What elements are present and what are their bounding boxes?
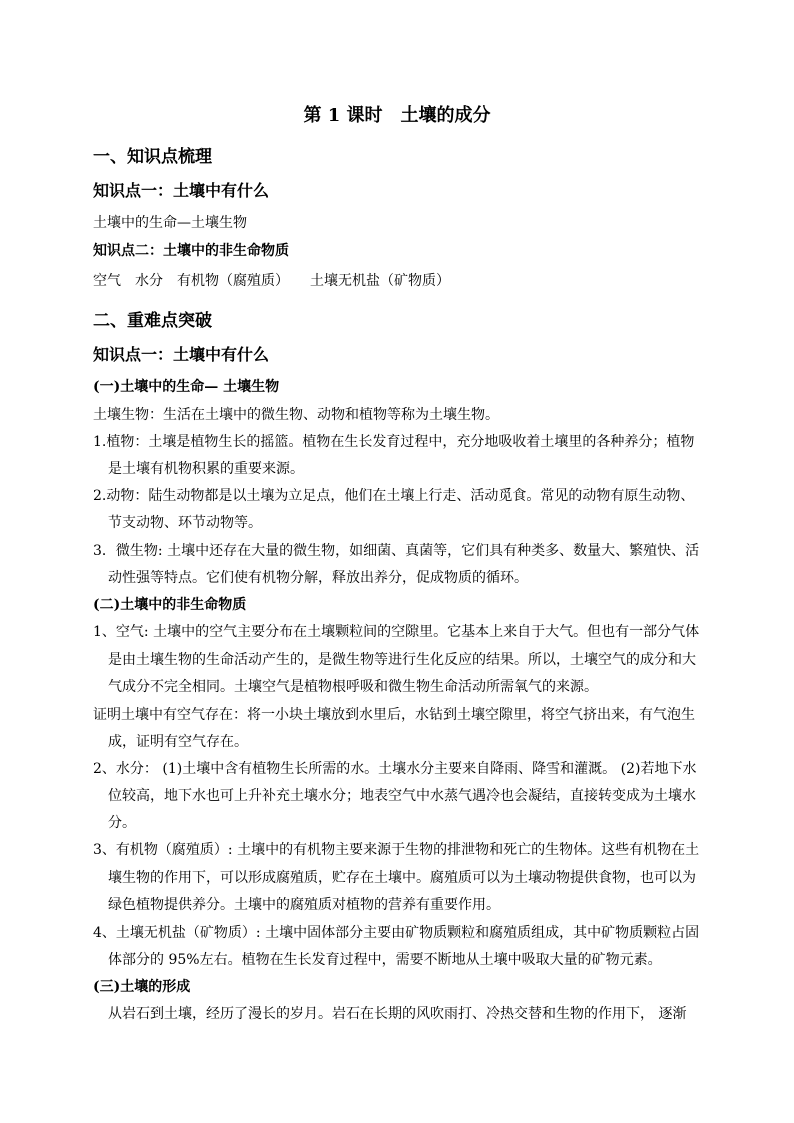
paragraph-line: 体部分的 95%左右。植物在生长发育过程中，需要不断地从土壤中吸取大量的矿物元素。 [108,952,662,968]
paragraph-line: 是土壤有机物积累的重要来源。 [108,461,304,477]
knowledge-point-2-text: 空气 水分 有机物（腐殖质） 土壤无机盐（矿物质） [93,273,450,289]
paragraph-line: 土壤生物：生活在土壤中的微生物、动物和植物等称为土壤生物。 [93,407,499,423]
key-point-1-heading: 知识点一：土壤中有什么 [93,345,270,364]
paragraph-line: 成，证明有空气存在。 [108,734,248,750]
paragraph-line: 3．微生物: 土壤中还存在大量的微生物，如细菌、真菌等，它们具有种类多、数量大、繁殖快、活 [93,543,700,559]
paragraph-line: 从岩石到土壤，经历了漫长的岁月。岩石在长期的风吹雨打、冷热交替和生物的作用下， 逐渐 [108,1006,687,1022]
section-heading-key-points: 二、重难点突破 [93,311,212,331]
paragraph-line: 气成分不完全相同。土壤空气是植物根呼吸和微生物生命活动所需氧气的来源。 [108,679,598,695]
paragraph-line: 分。 [108,815,136,831]
knowledge-point-1-heading: 知识点一：土壤中有什么 [93,181,270,200]
knowledge-point-2-heading: 知识点二：土壤中的非生命物质 [93,243,289,259]
paragraph-line: 4、土壤无机盐（矿物质）: 土壤中固体部分主要由矿物质颗粒和腐殖质组成，其中矿物质颗粒占固 [93,925,700,941]
section-heading-review: 一、知识点梳理 [93,147,212,167]
subsection-soil-organisms-heading: (一)土壤中的生命— 土壤生物 [93,379,280,395]
paragraph-line: 3、有机物（腐殖质）: 土壤中的有机物主要来源于生物的排泄物和死亡的生物体。这些有机物在土 [93,842,700,858]
paragraph-line: 壤生物的作用下，可以形成腐殖质，贮存在土壤中。腐殖质可以为土壤动物提供食物，也可以为 [108,870,696,886]
paragraph-line: 位较高，地下水也可上升补充土壤水分；地表空气中水蒸气遇冷也会凝结，直接转变成为土壤水 [108,788,696,804]
paragraph-line: 证明土壤中有空气存在：将一小块土壤放到水里后，水钻到土壤空隙里，将空气挤出来，有气泡生 [93,707,695,723]
subsection-nonliving-heading: (二)土壤中的非生命物质 [93,597,247,613]
paragraph-line: 节支动物、环节动物等。 [108,515,262,531]
page-title: 第 1 课时 土壤的成分 [303,105,491,126]
paragraph-line: 动性强等特点。它们使有机物分解，释放出养分，促成物质的循环。 [108,570,528,586]
paragraph-line: 是由土壤生物的生命活动产生的，是微生物等进行生化反应的结果。所以，土壤空气的成分和大 [108,652,696,668]
paragraph-line: 2、水分： (1)土壤中含有植物生长所需的水。土壤水分主要来自降雨、降雪和灌溉。 (2)若地下水 [93,761,697,777]
subsection-soil-formation-heading: (三)土壤的形成 [93,979,191,995]
paragraph-line: 2.动物：陆生动物都是以土壤为立足点，他们在土壤上行走、活动觅食。常见的动物有原生动物、 [93,488,695,504]
paragraph-line: 1.植物：土壤是植物生长的摇篮。植物在生长发育过程中，充分地吸收着土壤里的各种养分；植物 [93,434,695,450]
paragraph-line: 1、空气: 土壤中的空气主要分布在土壤颗粒间的空隙里。它基本上来自于大气。但也有一部分气体 [93,624,700,640]
paragraph-line: 绿色植物提供养分。土壤中的腐殖质对植物的营养有重要作用。 [108,897,500,913]
knowledge-point-1-text: 土壤中的生命—土壤生物 [93,215,247,231]
